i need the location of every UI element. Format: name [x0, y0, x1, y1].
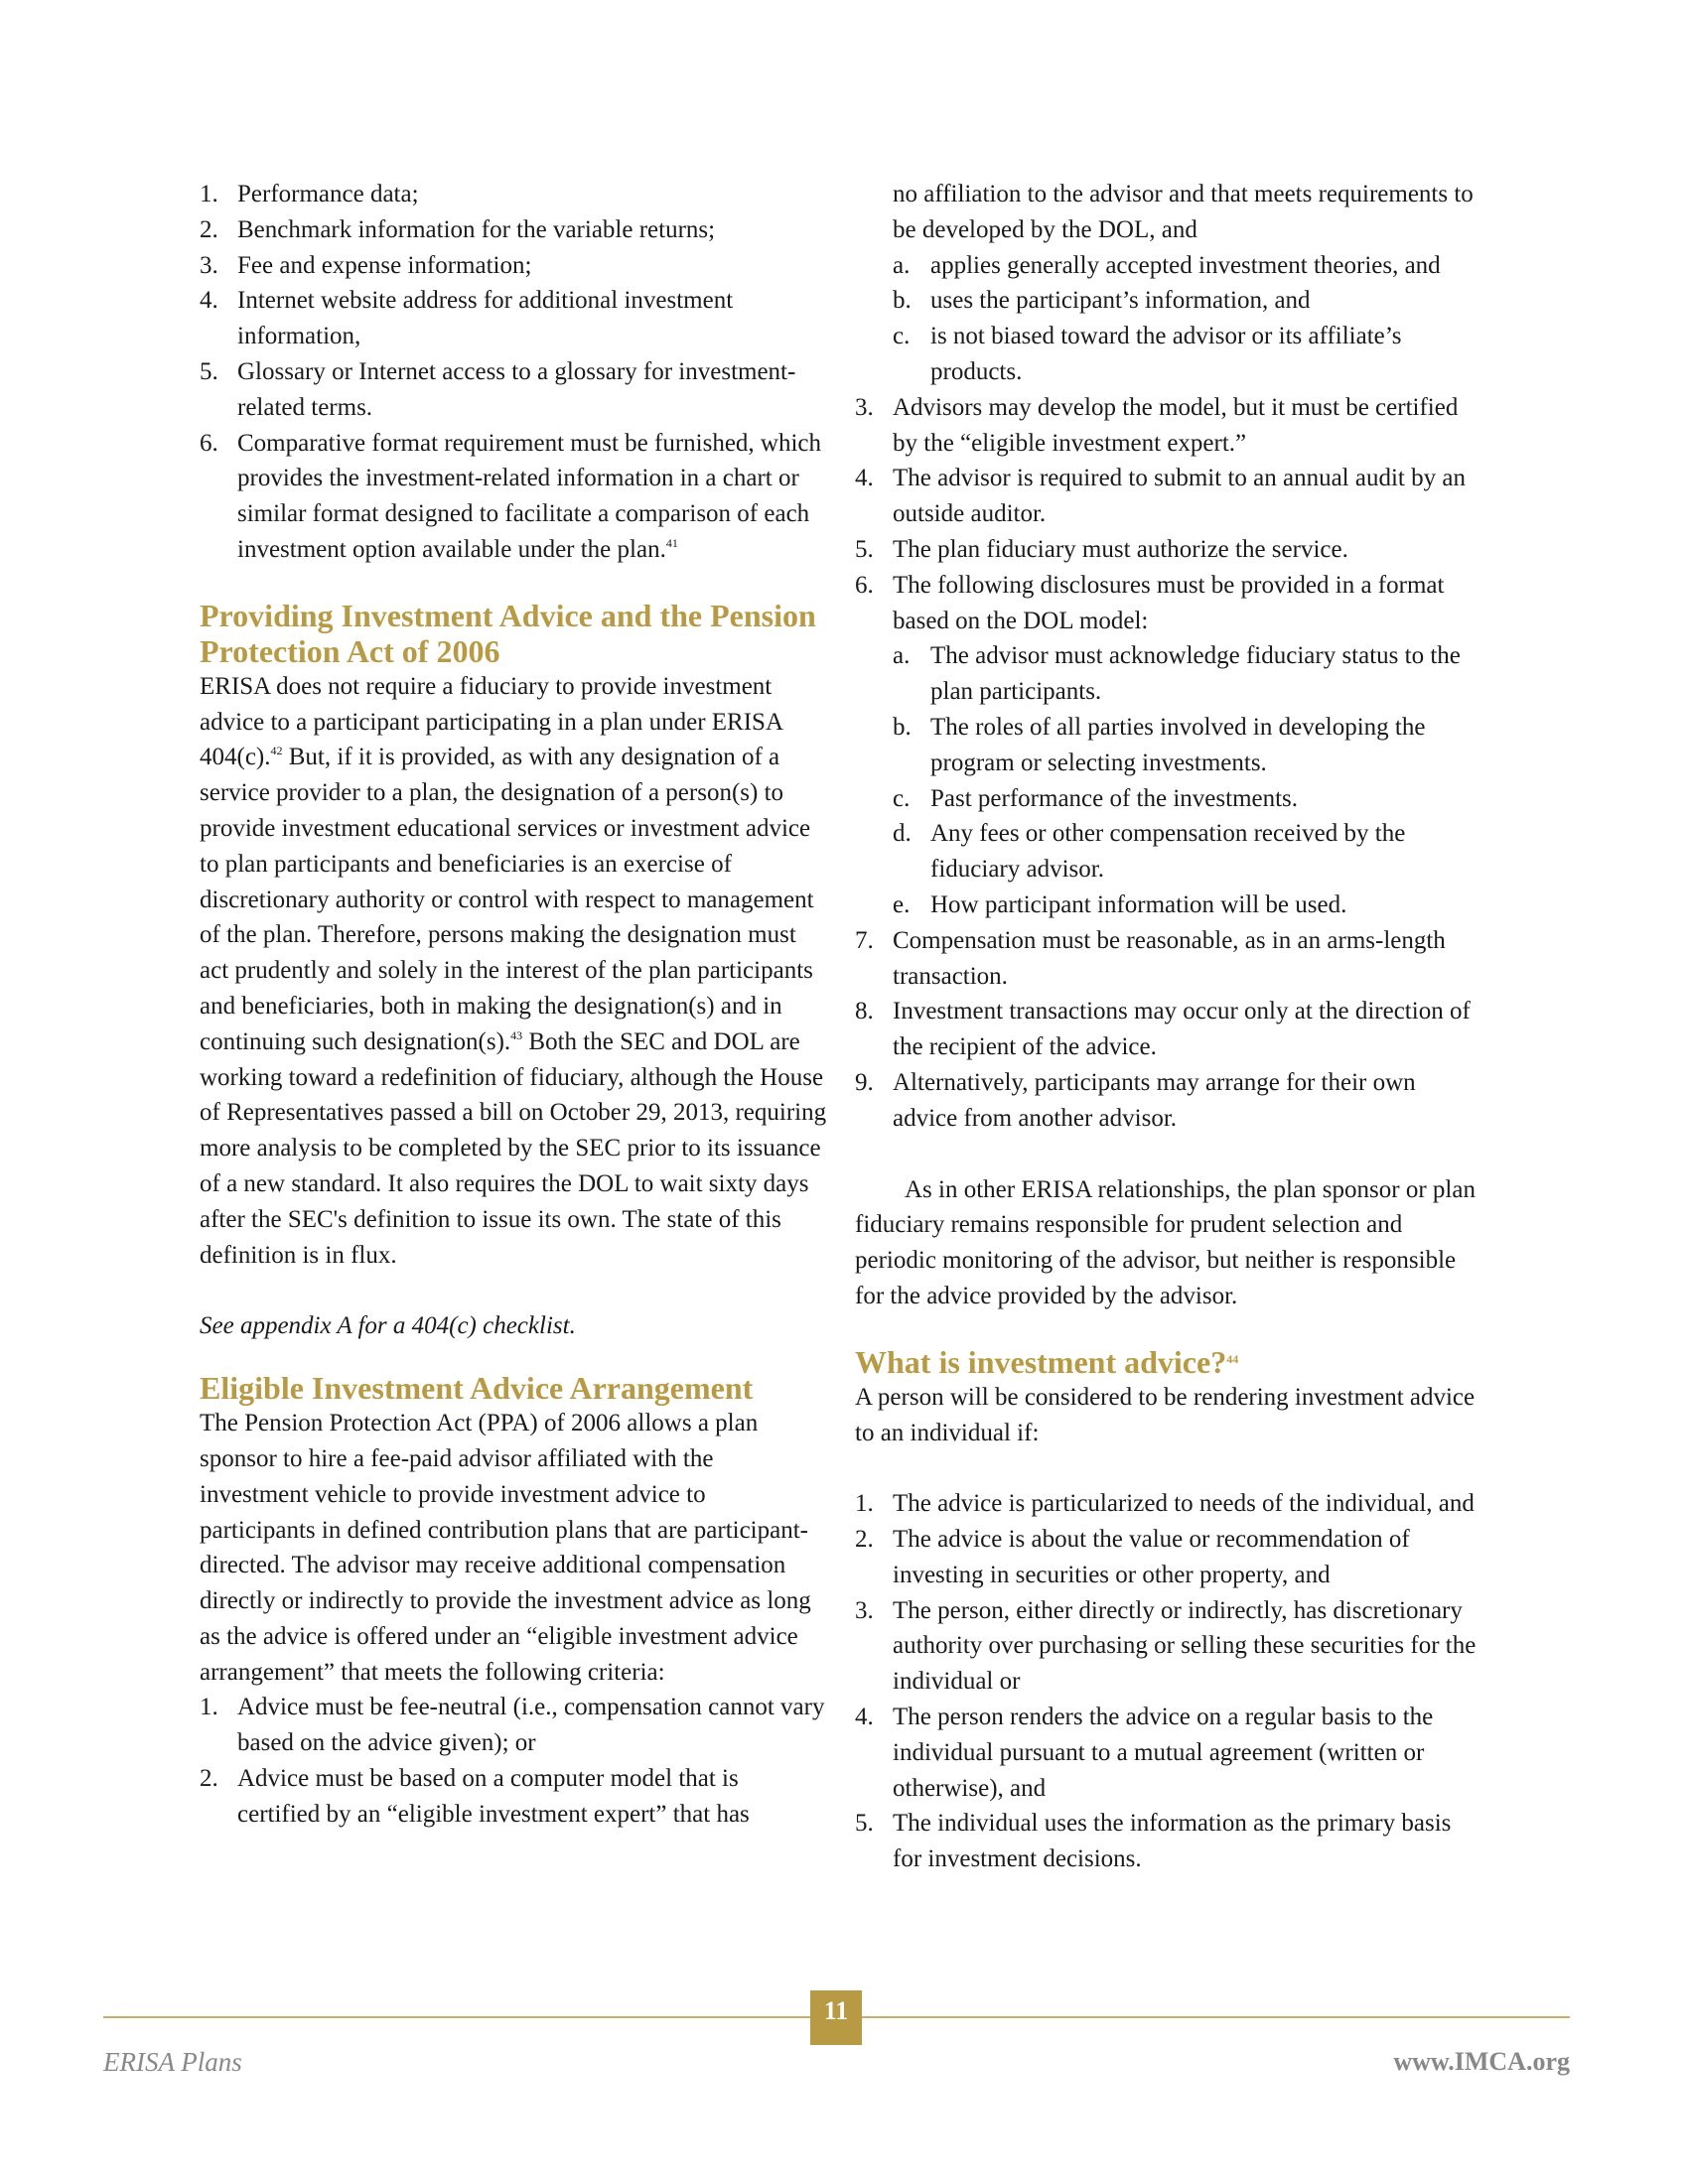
list-item — [200, 354, 827, 426]
list-item — [855, 1593, 1482, 1700]
list-item — [855, 1065, 1482, 1137]
text: Both the SEC and DOL are working toward a redefinition of fiduciary, although the House of Representatives passed a bill on October 29, 2013, requiring more analysis to be completed by the SEC prior to its issuance of a new standard. It also requires the DOL to wait sixty days after the SEC's definition to issue its own. The state of this definition is in flux. — [200, 1027, 827, 1269]
list-item — [893, 710, 1482, 781]
list-text: Advisors may develop the model, but it must be certified by the “eligible investment expert.” — [893, 393, 1459, 457]
list-text: Fee and expense information; — [237, 251, 532, 279]
list-item — [855, 390, 1482, 462]
list-text: The roles of all parties involved in developing the program or selecting investments. — [930, 713, 1426, 776]
list-item — [855, 568, 1482, 923]
heading-text: What is investment advice? — [855, 1343, 1227, 1380]
list-item — [855, 923, 1482, 995]
list-text: The advisor is required to submit to an annual audit by an outside auditor. — [893, 465, 1466, 528]
list-item — [893, 248, 1482, 284]
list-item — [893, 638, 1482, 710]
list-number: d. — [893, 820, 912, 848]
list-item — [200, 426, 827, 568]
list-item — [200, 177, 827, 212]
list-number: b. — [893, 287, 912, 315]
list-number: a. — [893, 251, 911, 279]
text: But, if it is provided, as with any designation of a service provider to a plan, the designation of a person(s) to provide investment educational services or investment advice to plan participants and beneficiaries is an exercise of discretionary authority or control with respect to management of the plan. Therefore, persons making the designation must act prudently and solely in the interest of the plan participants and beneficiaries, both in making the designation(s) and in continuing such designation(s). — [200, 744, 814, 1055]
sublist — [893, 248, 1482, 390]
section-heading — [855, 1344, 1482, 1380]
list-item — [200, 283, 827, 354]
list-item — [200, 248, 827, 284]
list-number: 6. — [200, 429, 218, 457]
list-number: 3. — [200, 251, 218, 279]
list-item — [893, 283, 1482, 319]
list-number: b. — [893, 713, 912, 741]
list-text: Internet website address for additional investment information, — [237, 287, 734, 350]
section-heading: Eligible Investment Advice Arrangement — [200, 1370, 754, 1407]
list-text: uses the participant’s information, and — [930, 287, 1311, 315]
page-number: 11 — [810, 1990, 862, 2045]
list-text: Investment transactions may occur only at the direction of the recipient of the advice. — [893, 998, 1471, 1061]
list-number: c. — [893, 784, 911, 812]
footnote-ref: 44 — [1226, 1351, 1239, 1366]
list-item — [200, 1690, 827, 1761]
list-text: The advice is particularized to needs of the individual, and — [893, 1490, 1475, 1518]
list-item — [855, 1806, 1482, 1877]
list-number: 2. — [855, 1526, 874, 1554]
list-text: The following disclosures must be provided in a format based on the DOL model: — [893, 571, 1445, 634]
body-paragraph: A person will be considered to be rendering investment advice to an individual if: — [855, 1383, 1476, 1446]
list-number: 7. — [855, 926, 874, 954]
list-item — [200, 212, 827, 248]
list-number: 8. — [855, 998, 874, 1025]
list-text: Benchmark information for the variable returns; — [237, 215, 716, 243]
list-item — [893, 887, 1482, 923]
list-item — [855, 1700, 1482, 1806]
list-number: 3. — [855, 1596, 874, 1624]
list-text: The advice is about the value or recommendation of investing in securities or other property, and — [893, 1526, 1410, 1588]
list-item — [855, 994, 1482, 1065]
list-text: is not biased toward the advisor or its affiliate’s products. — [930, 323, 1402, 385]
list-item — [855, 532, 1482, 568]
list-item — [893, 781, 1482, 817]
footnote-ref: 43 — [510, 1027, 523, 1042]
list-number: 6. — [855, 571, 874, 599]
list-text: Advice must be fee-neutral (i.e., compensation cannot vary based on the advice given); or — [237, 1694, 825, 1757]
list-text: Any fees or other compensation received by the fiduciary advisor. — [930, 820, 1406, 884]
appendix-note: See appendix A for a 404(c) checklist. — [200, 1312, 576, 1340]
list-number: c. — [893, 323, 911, 350]
criteria-list — [855, 390, 1482, 1137]
list-item — [855, 1522, 1482, 1593]
advice-criteria-list — [855, 1486, 1482, 1877]
list-number: 9. — [855, 1068, 874, 1096]
list-text: applies generally accepted investment theories, and — [930, 251, 1441, 279]
list-item — [893, 816, 1482, 887]
list-item — [200, 1761, 827, 1833]
list-item — [893, 319, 1482, 390]
list-number: e. — [893, 890, 911, 918]
list-number: a. — [893, 642, 911, 670]
list-text: Glossary or Internet access to a glossary for investment-related terms. — [237, 357, 796, 421]
list-text: The plan fiduciary must authorize the service. — [893, 535, 1348, 563]
list-text: Past performance of the investments. — [930, 784, 1299, 812]
list-number: 2. — [200, 215, 218, 243]
section-heading: Providing Investment Advice and the Pension Protection Act of 2006 — [200, 597, 816, 669]
sublist — [893, 638, 1482, 922]
list-item — [855, 1486, 1482, 1522]
list-number: 3. — [855, 393, 874, 421]
list-number: 1. — [855, 1490, 874, 1518]
list-text: Advice must be based on a computer model that is certified by an “eligible investment expert” that has — [237, 1765, 750, 1828]
list-number: 1. — [200, 1694, 218, 1721]
list-number: 5. — [200, 357, 218, 385]
criteria-list — [200, 1690, 827, 1832]
right-column — [855, 177, 1482, 1877]
list-number: 5. — [855, 1810, 874, 1838]
list-text: Compensation must be reasonable, as in an arms-length transaction. — [893, 926, 1446, 990]
footnote-ref: 41 — [665, 535, 678, 550]
list-item — [855, 461, 1482, 532]
body-paragraph: As in other ERISA relationships, the plan sponsor or plan fiduciary remains responsible for prudent selection and periodic monitoring of the advisor, but neither is responsible for the advice provided by the advisor. — [855, 1175, 1476, 1309]
list-text: The individual uses the information as the primary basis for investment decisions. — [893, 1810, 1452, 1873]
list-number: 1. — [200, 181, 218, 207]
list-text: Alternatively, participants may arrange for their own advice from another advisor. — [893, 1068, 1416, 1132]
footnote-ref: 42 — [270, 744, 283, 758]
body-paragraph — [200, 669, 827, 1274]
list-continuation: no affiliation to the advisor and that meets requirements to be developed by the DOL, and — [893, 181, 1474, 243]
footer-document-title: ERISA Plans — [103, 2047, 242, 2077]
list-number: 2. — [200, 1765, 218, 1793]
list-text: The person renders the advice on a regular basis to the individual pursuant to a mutual agreement (written or otherwise), and — [893, 1704, 1434, 1802]
list-text: Comparative format requirement must be furnished, which provides the investment-related information in a chart or similar format designed to facilitate a comparison of each investment option available under the plan. — [237, 429, 822, 563]
list-text: How participant information will be used. — [930, 890, 1347, 918]
list-number: 4. — [200, 287, 218, 315]
disclosure-list — [200, 177, 827, 568]
list-text: Performance data; — [237, 181, 419, 207]
list-text: The advisor must acknowledge fiduciary status to the plan participants. — [930, 642, 1461, 706]
footer-website-link[interactable]: www.IMCA.org — [1393, 2047, 1570, 2076]
list-number: 4. — [855, 465, 874, 492]
left-column — [200, 177, 827, 1833]
list-text: The person, either directly or indirectly, has discretionary authority over purchasing or selling these securities for the individual or — [893, 1596, 1477, 1696]
body-paragraph: The Pension Protection Act (PPA) of 2006 allows a plan sponsor to hire a fee-paid advisor affiliated with the investment vehicle to provide investment advice to participants in defined contribution plans that are participant-directed. The advisor may receive additional compensation directly or indirectly to provide the investment advice as long as the advice is offered under an “eligible investment advice arrangement” that meets the following criteria: — [200, 1410, 811, 1686]
text: ERISA does not require a fiduciary to provide investment advice to a participant participating in a plan under ERISA 404(c). — [200, 672, 782, 771]
list-number: 4. — [855, 1704, 874, 1731]
list-number: 5. — [855, 535, 874, 563]
